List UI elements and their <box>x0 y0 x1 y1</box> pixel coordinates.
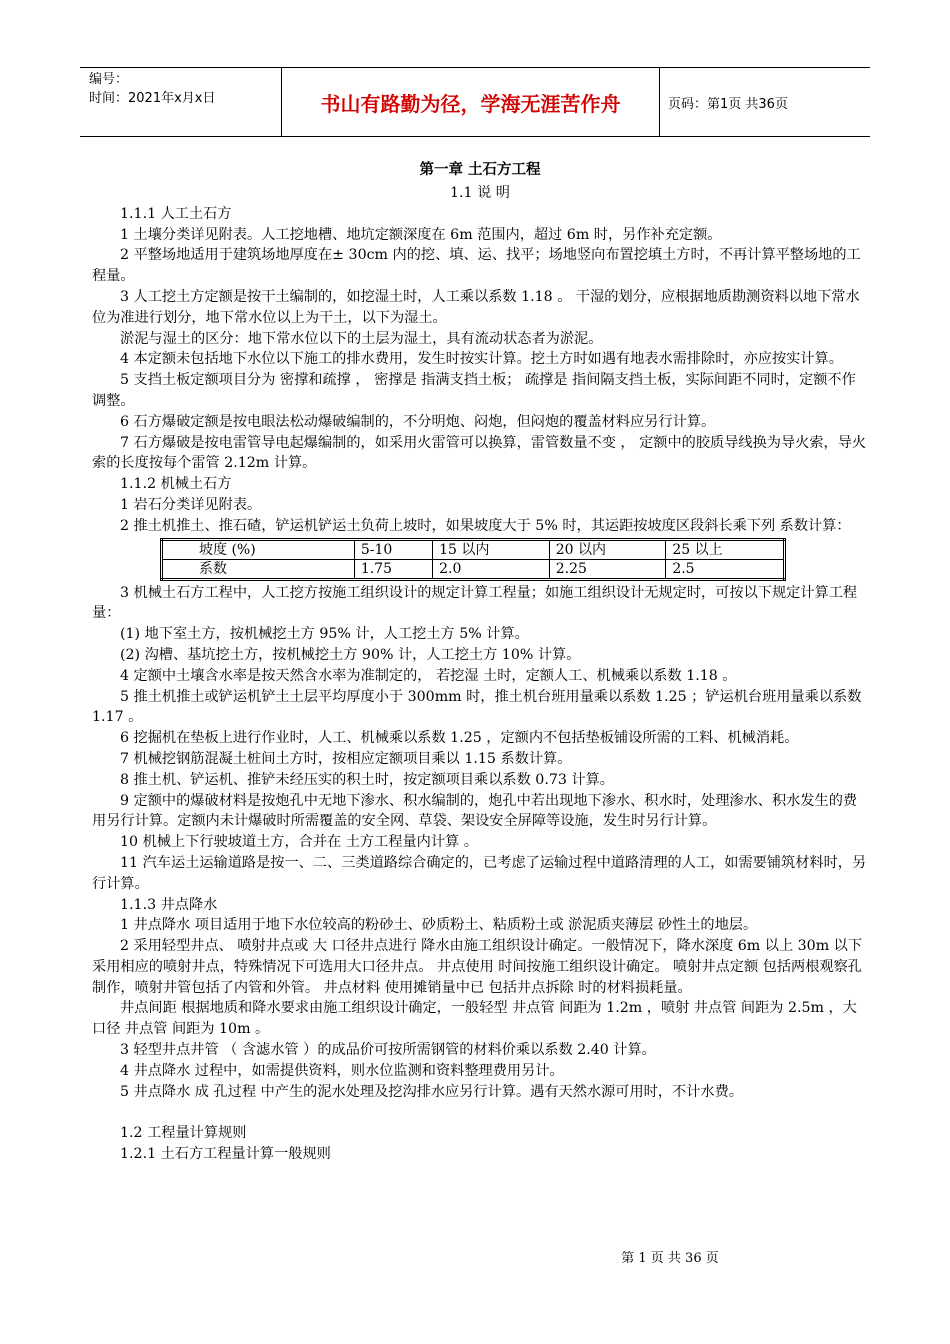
table-cell: 2.25 <box>549 559 666 579</box>
slope-coefficient-table <box>160 538 786 581</box>
paragraph: 3 轻型井点井管 （ 含滤水管 ）的成品价可按所需钢管的材料价乘以系数 2.40 计算。 <box>120 1042 656 1059</box>
chapter-title: 第一章 土石方工程 <box>419 162 541 178</box>
paragraph: 淤泥与湿土的区分：地下常水位以下的土层为湿土，具有流动状态者为淤泥。 <box>120 330 603 347</box>
paragraph: 5 支挡土板定额项目分为 密撑和疏撑 ， 密撑是 指满支挡土板； 疏撑是 指间隔支挡土板，实际间距不同时，定额不作调整。 <box>92 372 856 409</box>
paragraph: 1.1.3 井点降水 <box>120 896 218 913</box>
table-cell: 5-10 <box>354 539 432 559</box>
paragraph: 5 井点降水 成 孔过程 中产生的泥水处理及挖沟排水应另行计算。遇有天然水源可用时，不计水费。 <box>120 1083 743 1100</box>
paragraph-group-3 <box>92 1123 868 1165</box>
paragraph: 3 机械土石方工程中，人工挖方按施工组织设计的规定计算工程量；如施工组织设计无规定时，可按以下规定计算工程量： <box>92 584 858 622</box>
paragraph: 9 定额中的爆破材料是按炮孔中无地下渗水、积水编制的，炮孔中若出现地下渗水、积水时，处理渗水、积水发生的费用另行计算。定额内未计爆破时所需覆盖的安全网、草袋、架设安全屏障等设施，发生时另行计算。 <box>92 792 858 830</box>
section-title: 1.1 说 明 <box>450 185 510 201</box>
table-cell: 1.75 <box>354 559 432 579</box>
document-body <box>92 160 868 1165</box>
paragraph: 7 石方爆破是按电雷管导电起爆编制的，如采用火雷管可以换算，雷管数量不变 ， 定额中的胶质导线换为导火索，导火索的长度按每个雷管 2.12m 计算。 <box>92 434 867 472</box>
table-cell: 15 以内 <box>433 539 550 559</box>
paragraph: (1) 地下室土方，按机械挖土方 95% 计，人工挖土方 5% 计算。 <box>120 626 529 643</box>
paragraph: 2 采用轻型井点、 喷射井点或 大 口径井点进行 降水由施工组织设计确定。一般情况下，降水深度 6m 以上 30m 以下采用相应的喷射井点，特殊情况下可选用大口径井点。 井点使用 时间按施工组织设计确定。 喷射井点定额 包括两根观察孔制作，喷射井管包括了内管和外管。 井点材料 使用摊销量中已 包括井点拆除 时的材料损耗量。 <box>92 938 863 996</box>
paragraph: 4 井点降水 过程中，如需提供资料，则水位监测和资料整理费用另计。 <box>120 1062 564 1079</box>
table-cell: 20 以内 <box>549 539 666 559</box>
paragraph: 2 推土机推土、推石碴，铲运机铲运土负荷上坡时，如果坡度大于 5% 时，其运距按坡度区段斜长乘下列 系数计算： <box>120 517 851 534</box>
paragraph: 6 石方爆破定额是按电眼法松动爆破编制的，不分明炮、闷炮，但闷炮的覆盖材料应另行计算。 <box>120 413 716 430</box>
table-cell: 2.5 <box>666 559 785 579</box>
paragraph: 1 岩石分类详见附表。 <box>120 496 262 513</box>
header-page-label: 页码：第1页 共36页 <box>668 96 788 112</box>
table-cell: 系数 <box>162 559 355 579</box>
table-cell: 坡度 (%) <box>162 539 355 559</box>
header-motto: 书山有路勤为径，学海无涯苦作舟 <box>281 68 660 136</box>
serial-label: 编号： <box>89 72 129 87</box>
header-meta <box>80 68 281 136</box>
paragraph: (2) 沟槽、基坑挖土方，按机械挖土方 90% 计，人工挖土方 10% 计算。 <box>120 646 581 663</box>
header-table <box>80 67 870 137</box>
table-cell: 25 以上 <box>666 539 785 559</box>
time-label: 时间：2021年x月x日 <box>89 91 216 106</box>
paragraph: 4 本定额未包括地下水位以下施工的排水费用，发生时按实计算。挖土方时如遇有地表水需排除时，亦应按实计算。 <box>120 351 843 368</box>
paragraph: 1 土壤分类详见附表。人工挖地槽、地坑定额深度在 6m 范围内，超过 6m 时，另作补充定额。 <box>120 226 722 243</box>
table-cell: 2.0 <box>433 559 550 579</box>
paragraph: 7 机械挖钢筋混凝土桩间土方时，按相应定额项目乘以 1.15 系数计算。 <box>120 750 572 767</box>
page-footer: 第 1 页 共 36 页 <box>621 1251 719 1266</box>
paragraph: 3 人工挖土方定额是按干土编制的，如挖湿土时，人工乘以系数 1.18 。 干湿的划分，应根据地质勘测资料以地下常水位为准进行划分，地下常水位以上为干土，以下为湿土。 <box>92 288 860 326</box>
table-row <box>162 559 785 579</box>
paragraph: 10 机械上下行驶坡道土方，合并在 土方工程量内计算 。 <box>120 834 478 851</box>
paragraph: 11 汽车运土运输道路是按一、二、三类道路综合确定的，已考虑了运输过程中道路清理的人工，如需要铺筑材料时，另行计算。 <box>92 854 867 892</box>
paragraph: 1.1.1 人工土石方 <box>120 205 232 222</box>
paragraph: 6 挖掘机在垫板上进行作业时，人工、机械乘以系数 1.25 ，定额内不包括垫板铺设所需的工料、机械消耗。 <box>120 730 799 747</box>
paragraph: 1 井点降水 项目适用于地下水位较高的粉砂土、砂质粉土、粘质粉土或 淤泥质夹薄层 砂性土的地层。 <box>120 917 758 934</box>
paragraph: 4 定额中土壤含水率是按天然含水率为准制定的， 若挖湿 土时，定额人工、机械乘以系数 1.18 。 <box>120 667 737 684</box>
paragraph: 1.1.2 机械土石方 <box>120 476 232 493</box>
paragraph: 井点间距 根据地质和降水要求由施工组织设计确定，一般轻型 井点管 间距为 1.2m ，喷射 井点管 间距为 2.5m ，大口径 井点管 间距为 10m 。 <box>92 1000 857 1038</box>
paragraph: 2 平整场地适用于建筑场地厚度在± 30cm 内的挖、填、运、找平；场地竖向布置挖填土方时，不再计算平整场地的工程量。 <box>92 247 861 285</box>
paragraph-group-2 <box>92 583 868 1103</box>
paragraph-group-1 <box>92 204 868 537</box>
paragraph: 5 推土机推土或铲运机铲土土层平均厚度小于 300mm 时，推土机台班用量乘以系数 1.25 ；铲运机台班用量乘以系数 1.17 。 <box>92 688 862 726</box>
paragraph: 1.2 工程量计算规则 <box>120 1125 247 1142</box>
paragraph: 1.2.1 土石方工程量计算一般规则 <box>120 1146 331 1163</box>
table-row <box>162 539 785 559</box>
paragraph: 8 推土机、铲运机、推铲未经压实的积土时，按定额项目乘以系数 0.73 计算。 <box>120 771 614 788</box>
